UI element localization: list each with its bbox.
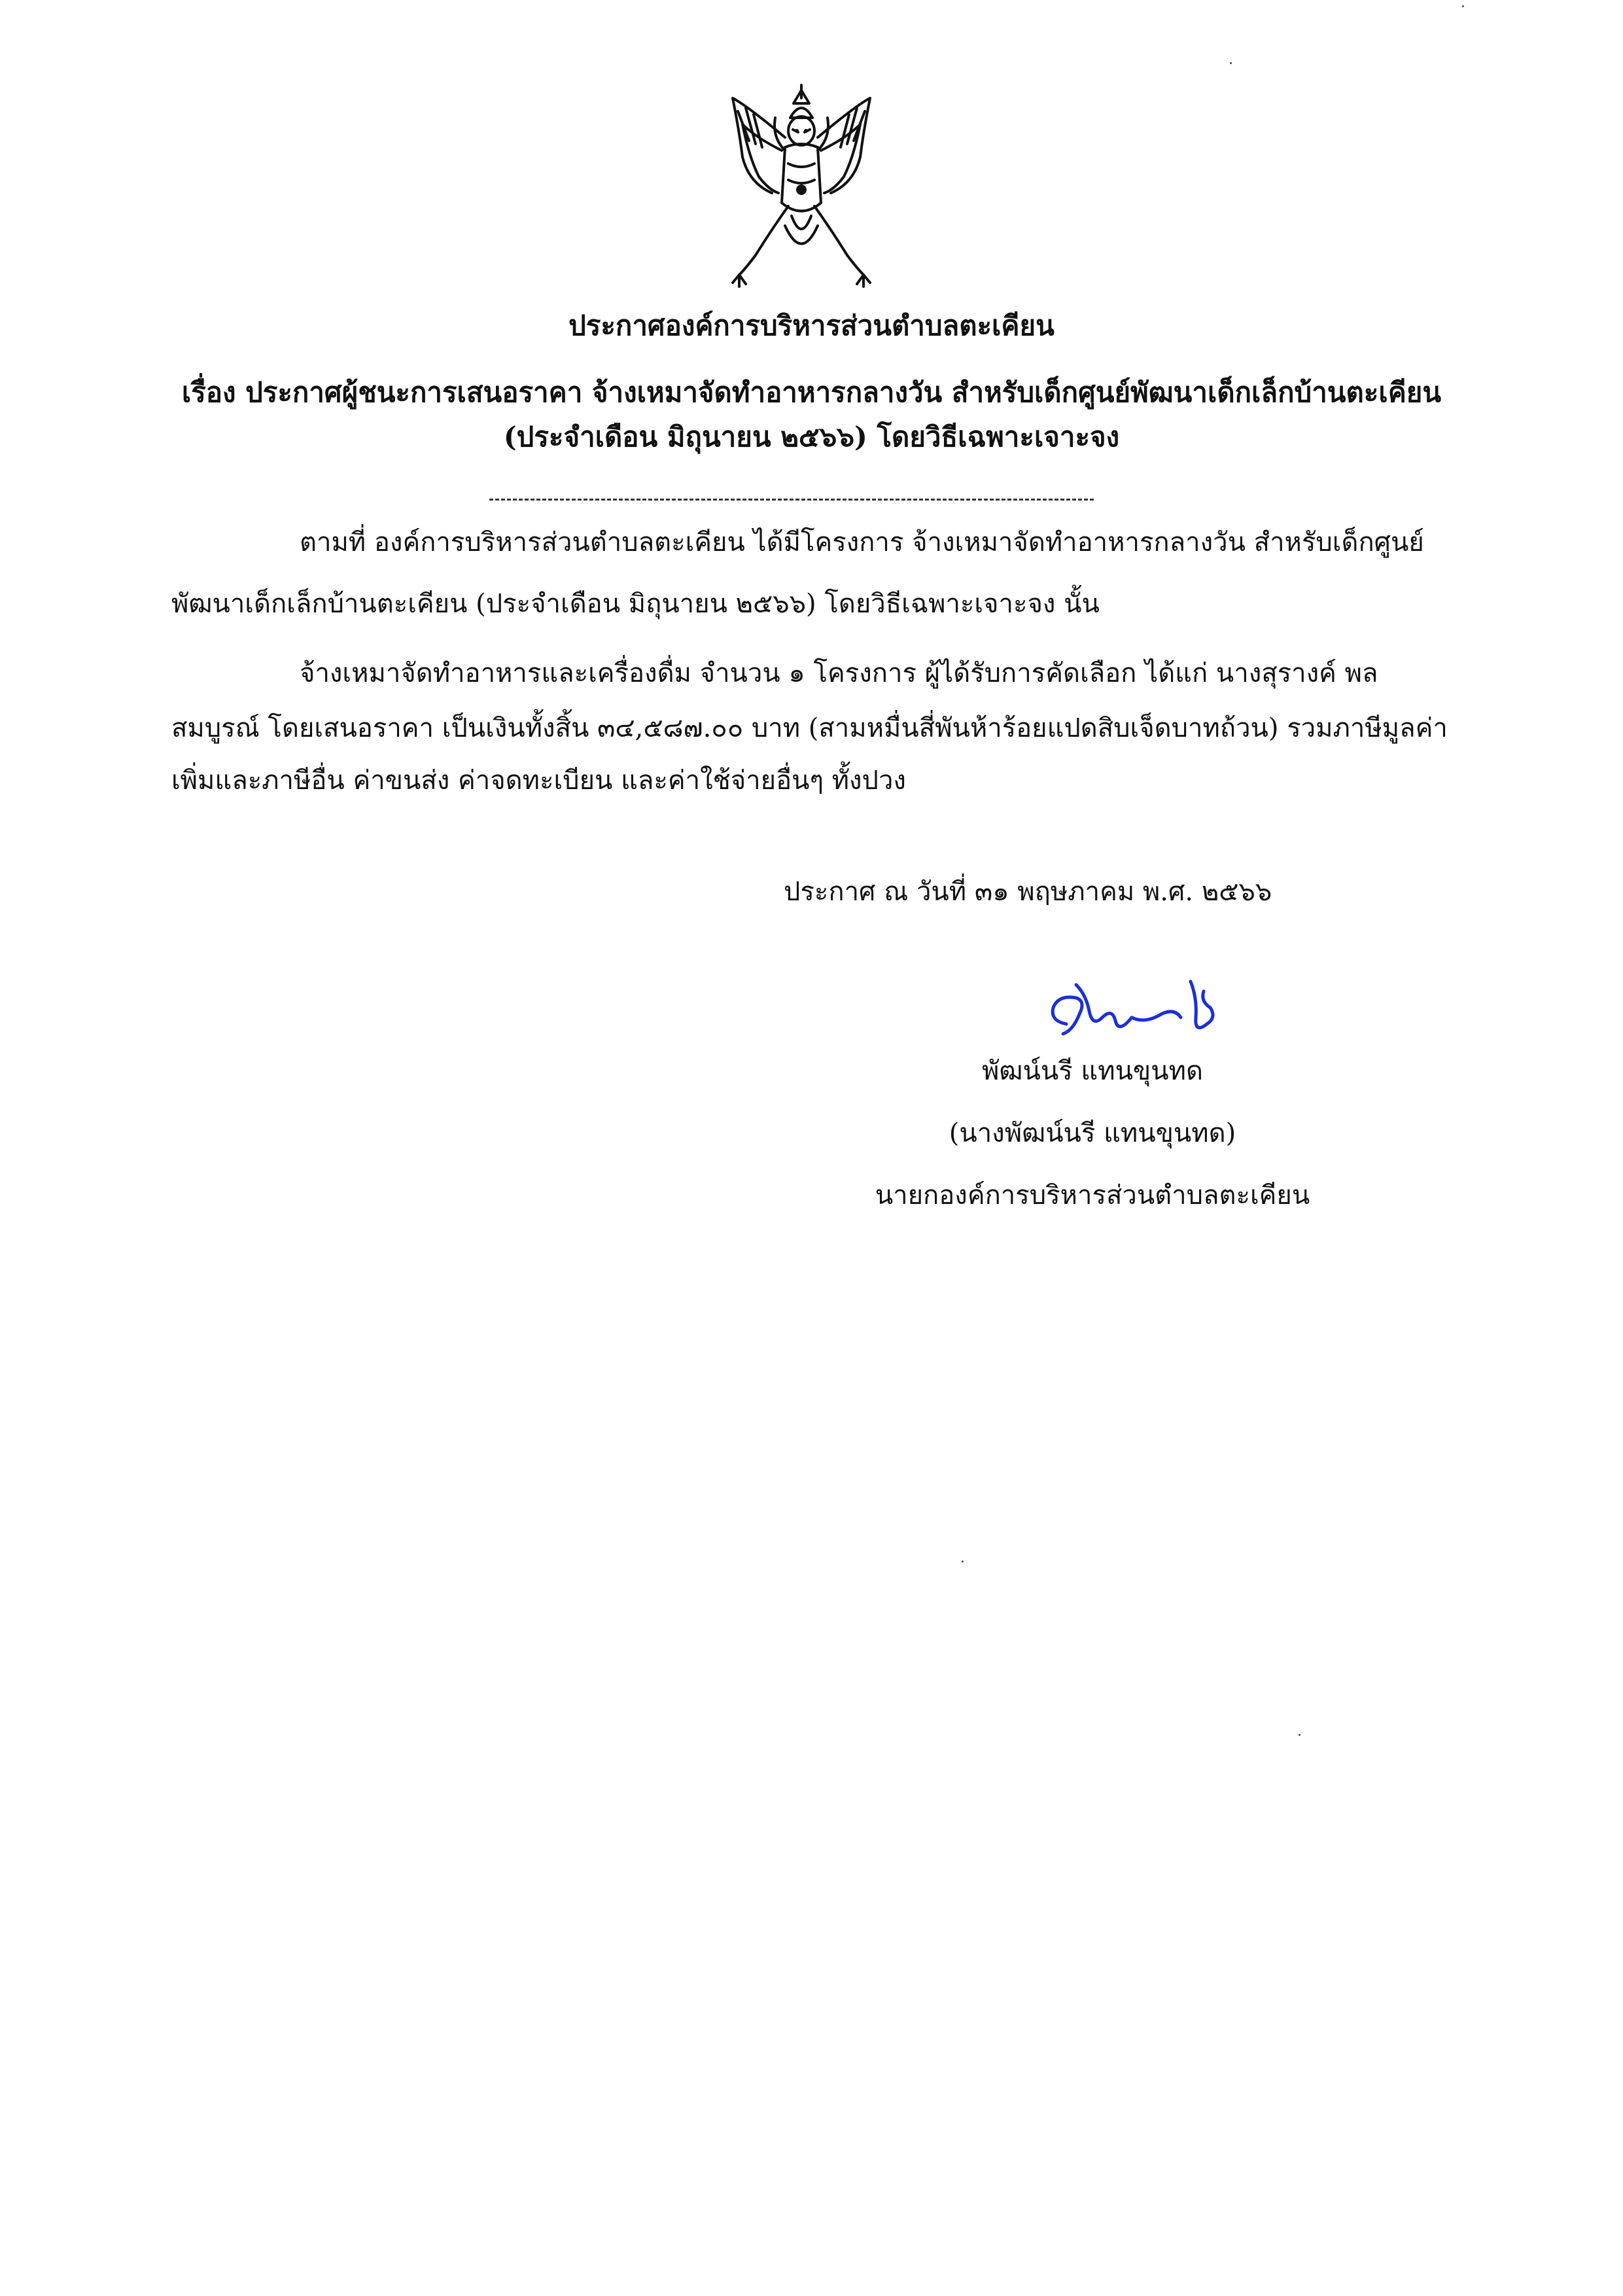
handwritten-signature: [1040, 972, 1230, 1044]
garuda-emblem-icon: [720, 79, 883, 294]
paragraph-1-line-2: พัฒนาเด็กเล็กบ้านตะเคียน (ประจำเดือน มิถุนายน ๒๕๖๖) โดยวิธีเฉพาะเจาะจง นั้น: [171, 589, 1100, 619]
signatory-name: พัฒน์นรี แทนขุนทด: [982, 1056, 1203, 1086]
announce-date: ประกาศ ณ วันที่ ๓๑ พฤษภาคม พ.ศ. ๒๕๖๖: [784, 877, 1272, 907]
scan-speck: [1462, 5, 1464, 7]
announcement-subject: เรื่อง ประกาศผู้ชนะการเสนอราคา จ้างเหมาจัดทำอาหารกลางวัน สำหรับเด็กศูนย์พัฒนาเด็กเล็กบ้านตะเคียน: [181, 376, 1442, 408]
paragraph-2-line-3: เพิ่มและภาษีอื่น ค่าขนส่ง ค่าจดทะเบียน และค่าใช้จ่ายอื่นๆ ทั้งปวง: [171, 766, 906, 796]
announcement-title: ประกาศองค์การบริหารส่วนตำบลตะเคียน: [568, 309, 1055, 342]
signatory-position: นายกองค์การบริหารส่วนตำบลตะเคียน: [875, 1180, 1310, 1210]
scan-speck: [1299, 1734, 1300, 1736]
scan-speck: [962, 1561, 964, 1563]
scan-speck: [1230, 62, 1232, 64]
paragraph-2-line-1: จ้างเหมาจัดทำอาหารและเครื่องดื่ม จำนวน ๑ โครงการ ผู้ได้รับการคัดเลือก ได้แก่ นางสุรางค์ พล: [300, 658, 1378, 688]
signatory-full-name: (นางพัฒน์นรี แทนขุนทด): [949, 1118, 1236, 1148]
title-divider: [489, 499, 1094, 501]
announcement-subject-cont: (ประจำเดือน มิถุนายน ๒๕๖๖) โดยวิธีเฉพาะเจาะจง: [503, 421, 1120, 453]
paragraph-1-line-1: ตามที่ องค์การบริหารส่วนตำบลตะเคียน ได้มีโครงการ จ้างเหมาจัดทำอาหารกลางวัน สำหรับเด็กศูนย์: [300, 527, 1424, 557]
paragraph-2-line-2: สมบูรณ์ โดยเสนอราคา เป็นเงินทั้งสิ้น ๓๔,๕๘๗.๐๐ บาท (สามหมื่นสี่พันห้าร้อยแปดสิบเจ็ดบาทถ้วน) รวมภาษีมูลค่า: [171, 713, 1448, 743]
